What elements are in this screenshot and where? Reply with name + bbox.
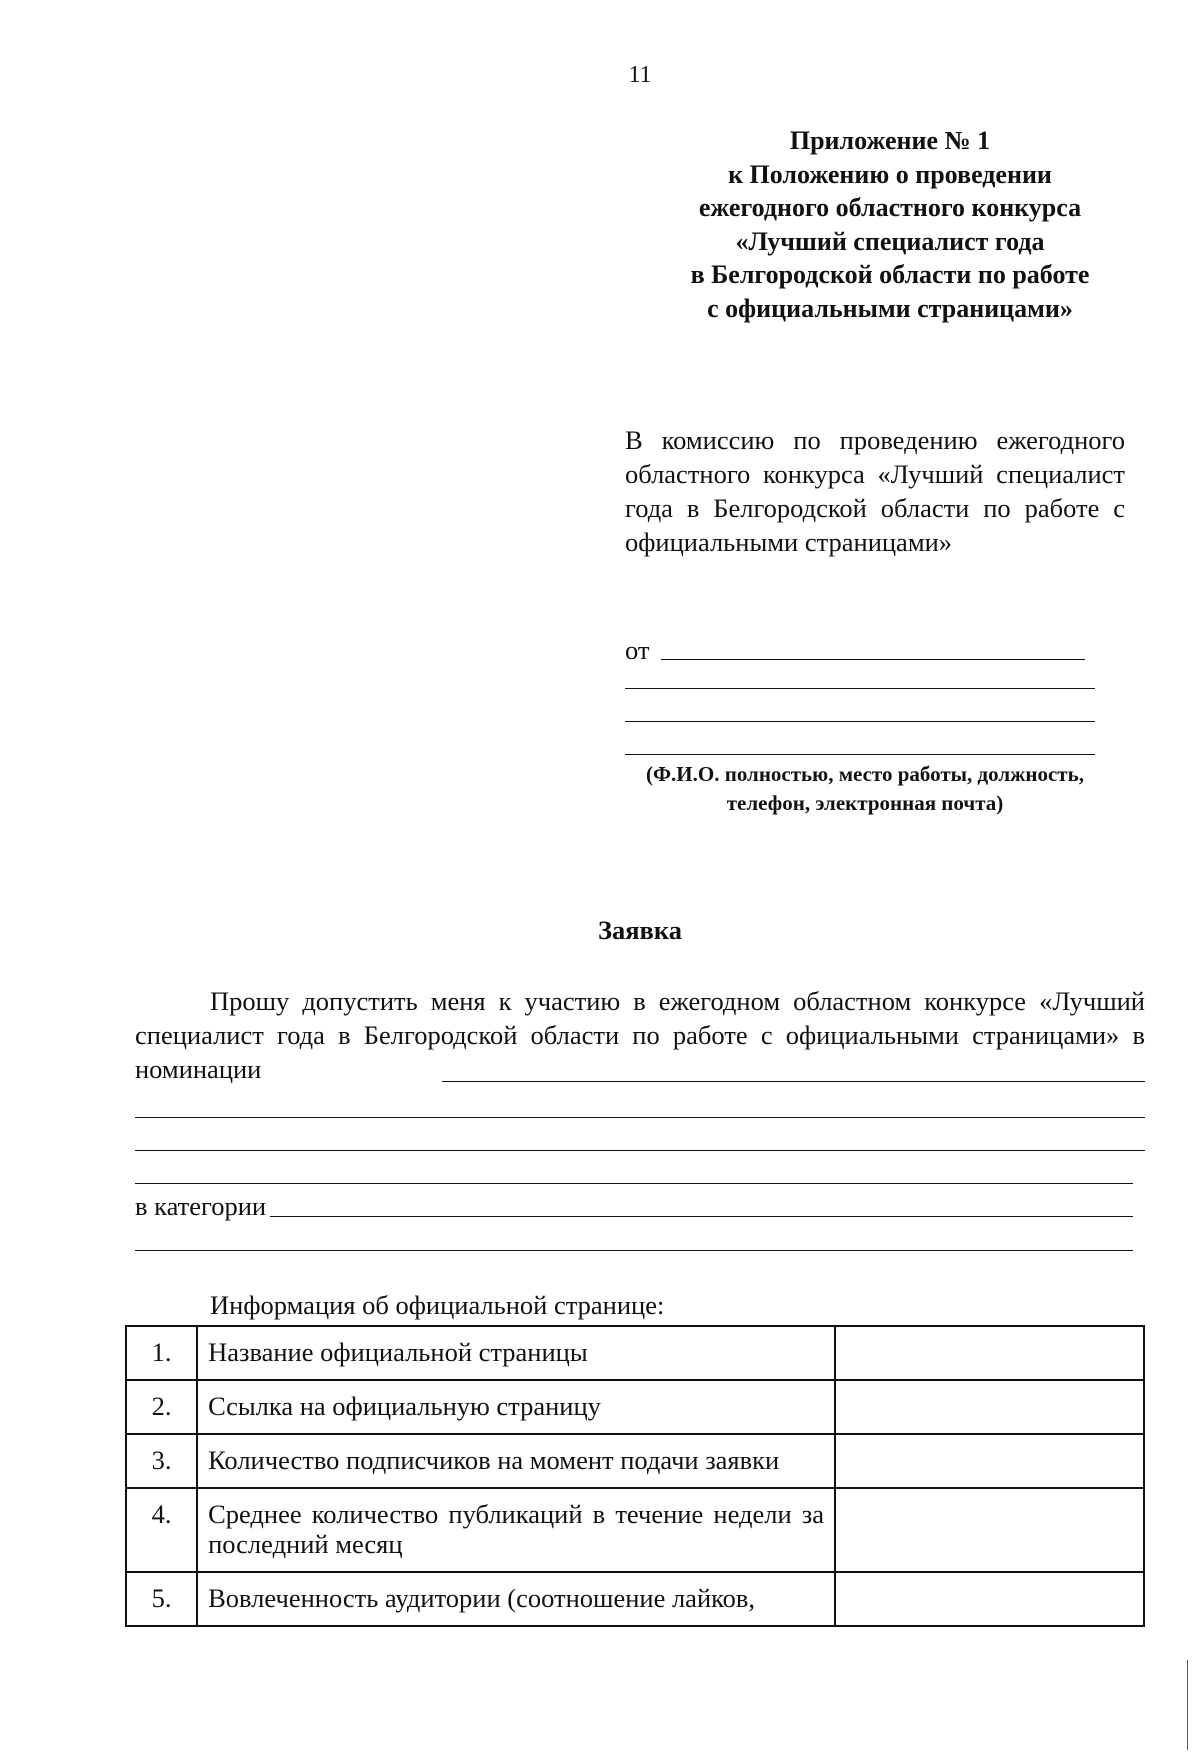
nomination-row (135, 1053, 1145, 1087)
application-heading: Заявка (597, 915, 682, 945)
scan-edge-mark (1187, 1660, 1188, 1750)
row-label: Название официальной страницы (197, 1326, 835, 1380)
from-label: от (625, 635, 650, 665)
row-value-cell[interactable] (835, 1380, 1144, 1434)
nomination-input-line[interactable] (135, 1150, 1145, 1151)
category-input-line[interactable] (270, 1216, 1133, 1217)
row-label: Вовлеченность аудитории (соотношение лайков, (197, 1572, 835, 1626)
from-input-line[interactable] (625, 754, 1095, 755)
addressee-block: В комиссию по проведению ежегодного областного конкурса «Лучший специалист года в Белгородской области по работе с официальными страницами» (625, 425, 1125, 557)
table-row (126, 1380, 1144, 1434)
annex-line: Приложение № 1 (789, 126, 991, 155)
row-label: Ссылка на официальную страницу (197, 1380, 835, 1434)
row-number: 3. (126, 1434, 197, 1488)
nomination-input-line[interactable] (135, 1117, 1145, 1118)
row-label: Среднее количество публикаций в течение недели за последний месяц (197, 1488, 835, 1572)
table-row (126, 1434, 1144, 1488)
from-hint: (Ф.И.О. полностью, место работы, должность, телефон, электронная почта) (646, 762, 1084, 815)
table-row (126, 1326, 1144, 1380)
from-row (625, 627, 1085, 667)
application-paragraph: Прошу допустить меня к участию в ежегодном областном конкурсе «Лучший специалист года в Белгородской области по работе с официальными страницами» в номинации (135, 986, 1145, 1084)
nomination-input-line[interactable] (135, 1183, 1133, 1184)
info-table (125, 1325, 1145, 1627)
annex-header (650, 124, 1130, 325)
row-label: Количество подписчиков на момент подачи заявки (197, 1434, 835, 1488)
page-number: 11 (628, 62, 652, 88)
annex-line: с официальными страницами» (707, 293, 1073, 323)
table-row (126, 1488, 1144, 1572)
row-number: 2. (126, 1380, 197, 1434)
row-number: 1. (126, 1326, 197, 1380)
row-value-cell[interactable] (835, 1572, 1144, 1626)
row-value-cell[interactable] (835, 1326, 1144, 1380)
annex-line: ежегодного областного конкурса (698, 193, 1082, 222)
row-number: 5. (126, 1572, 197, 1626)
from-input-line[interactable] (625, 721, 1095, 722)
row-value-cell[interactable] (835, 1434, 1144, 1488)
annex-line: в Белгородской области по работе (690, 260, 1090, 289)
row-number: 4. (126, 1488, 197, 1572)
annex-line: «Лучший специалист года (735, 226, 1045, 256)
from-input-line[interactable] (625, 688, 1095, 689)
category-row (135, 1188, 1133, 1222)
annex-line: к Положению о проведении (728, 159, 1052, 189)
table-row (126, 1572, 1144, 1626)
from-input-line[interactable] (661, 659, 1085, 660)
row-value-cell[interactable] (835, 1488, 1144, 1572)
category-label: в категории (135, 1191, 267, 1221)
nomination-input-line[interactable] (442, 1081, 1145, 1082)
info-title: Информация об официальной странице: (210, 1290, 665, 1320)
category-input-line[interactable] (135, 1250, 1133, 1251)
